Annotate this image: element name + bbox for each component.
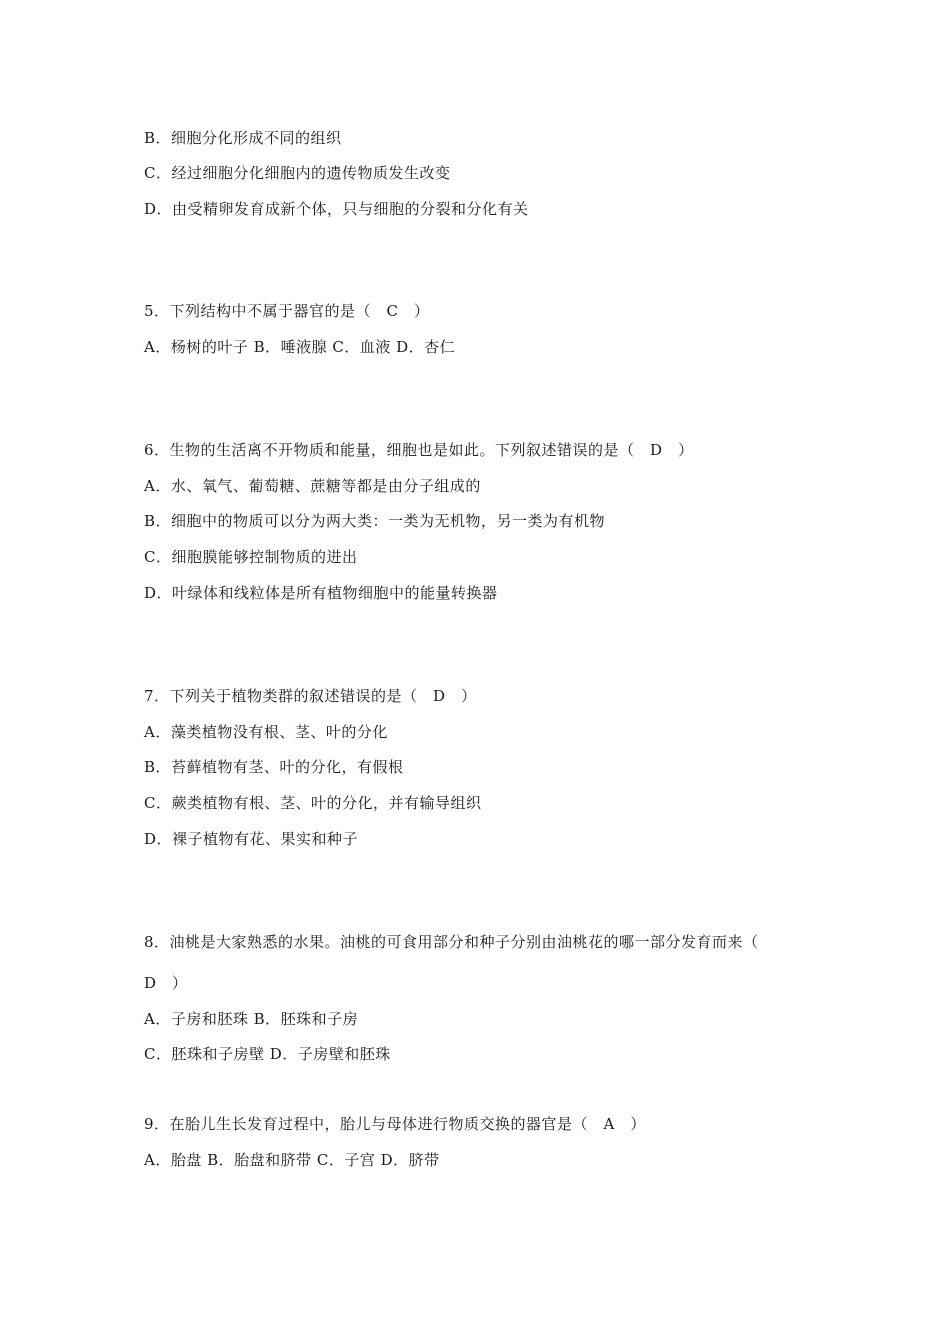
q4-option-c: C．经过细胞分化细胞内的遗传物质发生改变 [144,164,451,182]
q8-options-line-2: C．胚珠和子房壁 D．子房壁和胚珠 [144,1045,391,1063]
q9-options: A．胎盘 B．胎盘和脐带 C．子宫 D．脐带 [144,1151,440,1169]
q7-option-a: A．藻类植物没有根、茎、叶的分化 [144,723,388,741]
q5-options: A．杨树的叶子 B．唾液腺 C．血液 D．杏仁 [144,338,456,356]
q4-option-b: B．细胞分化形成不同的组织 [144,129,342,147]
q5-stem: 5．下列结构中不属于器官的是（ C ） [144,302,430,320]
q7-option-b: B．苔藓植物有茎、叶的分化，有假根 [144,758,404,776]
q7-option-d: D．裸子植物有花、果实和种子 [144,830,359,848]
q7-option-c: C．蕨类植物有根、茎、叶的分化，并有输导组织 [144,794,482,812]
q6-stem: 6．生物的生活离不开物质和能量，细胞也是如此。下列叙述错误的是（ D ） [144,441,694,459]
q6-option-b: B．细胞中的物质可以分为两大类：一类为无机物，另一类为有机物 [144,512,606,530]
q6-option-a: A．水、氧气、葡萄糖、蔗糖等都是由分子组成的 [144,477,481,495]
q8-stem-continued: D ） [144,974,188,992]
q9-stem: 9．在胎儿生长发育过程中，胎儿与母体进行物质交换的器官是（ A ） [144,1115,646,1133]
q7-stem: 7．下列关于植物类群的叙述错误的是（ D ） [144,687,477,705]
q8-options-line-1: A．子房和胚珠 B．胚珠和子房 [144,1010,359,1028]
q6-option-c: C．细胞膜能够控制物质的进出 [144,548,358,566]
q4-option-d: D．由受精卵发育成新个体，只与细胞的分裂和分化有关 [144,200,529,218]
q8-stem: 8．油桃是大家熟悉的水果。油桃的可食用部分和种子分别由油桃花的哪一部分发育而来（ [144,933,759,951]
q6-option-d: D．叶绿体和线粒体是所有植物细胞中的能量转换器 [144,584,498,602]
